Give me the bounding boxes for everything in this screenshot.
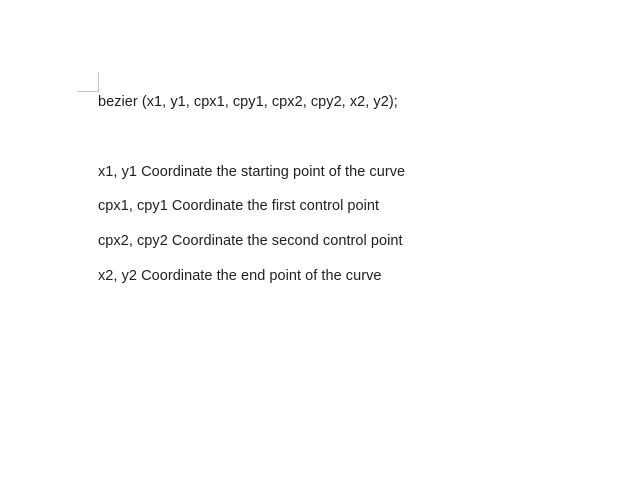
param-start-point: x1, y1 Coordinate the starting point of the curve: [98, 164, 406, 180]
param-end-point: x2, y2 Coordinate the end point of the curve: [98, 268, 382, 284]
param-first-control-point: cpx1, cpy1 Coordinate the first control point: [98, 198, 380, 214]
margin-mark-horizontal: [77, 91, 99, 92]
margin-mark-vertical: [98, 72, 99, 92]
function-signature: bezier (x1, y1, cpx1, cpy1, cpx2, cpy2, x2, y2);: [98, 94, 398, 110]
page-margin-corner-mark: [77, 72, 99, 92]
param-second-control-point: cpx2, cpy2 Coordinate the second control point: [98, 233, 403, 249]
